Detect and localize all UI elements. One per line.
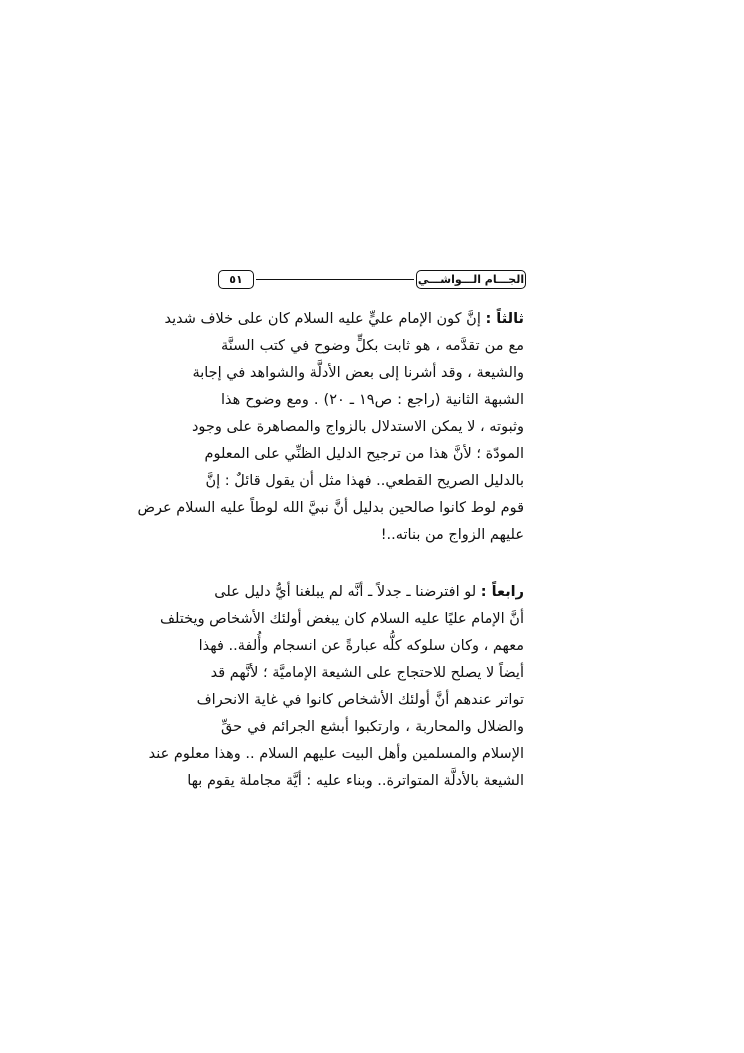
paragraph-lead: رابعاً : <box>480 584 524 600</box>
text-line: عليهم الزواج من بناته..! <box>380 527 524 543</box>
paragraph-lead: ثالثاً : <box>485 311 524 327</box>
text-line: الإسلام والمسلمين وأهل البيت عليهم السلام .. وهذا معلوم عند <box>148 746 524 762</box>
text-line: والشيعة ، وقد أشرنا إلى بعض الأدلَّة والشواهد في إجابة <box>192 365 524 381</box>
text-line: رابعاً : لو افترضنا ـ جدلاً ـ أنَّه لم يبلغنا أيُّ دليل على <box>214 584 524 600</box>
text-line: أيضاً لا يصلح للاحتجاج على الشيعة الإماميَّة ؛ لأنَّهم قد <box>210 665 524 681</box>
running-title: الجـــام الـــواشـــي <box>416 270 526 289</box>
page-body <box>137 306 524 795</box>
text-line: بالدليل الصريح القطعي.. فهذا مثل أن يقول قائلٌ : إنَّ <box>205 473 524 489</box>
text-line: تواتر عندهم أنَّ أولئك الأشخاص كانوا في غاية الانحراف <box>196 692 524 708</box>
text-line: معهم ، وكان سلوكه كلُّه عبارةً عن انسجام وأُلفة.. فهذا <box>198 638 524 654</box>
running-header <box>218 270 526 290</box>
paragraph-third <box>137 306 524 549</box>
text-line: الشيعة بالأدلَّة المتواترة.. وبناء عليه : أيَّة مجاملة يقوم بها <box>187 773 524 789</box>
page-number: ٥١ <box>218 270 254 289</box>
text-line: مع من تقدَّمه ، هو ثابت بكلٍّ وضوح في كتب السنَّة <box>221 338 524 354</box>
paragraph-fourth <box>148 579 524 795</box>
header-rule <box>256 279 414 280</box>
text-line: ثالثاً : إنَّ كون الإمام عليٍّ عليه السلام كان على خلاف شديد <box>164 311 524 327</box>
text-line: وثبوته ، لا يمكن الاستدلال بالزواج والمصاهرة على وجود <box>191 419 524 435</box>
text-line: أنَّ الإمام عليًا عليه السلام كان يبغض أولئك الأشخاص ويختلف <box>159 611 524 627</box>
text-line: المودّة ؛ لأنَّ هذا من ترجيح الدليل الظنِّي على المعلوم <box>204 446 524 462</box>
text-line: والضلال والمحاربة ، وارتكبوا أبشع الجرائم في حقِّ <box>221 719 524 735</box>
text-line: الشبهة الثانية (راجع : ص١٩ ـ ٢٠) . ومع وضوح هذا <box>221 392 524 408</box>
text-line: قوم لوط كانوا صالحين بدليل أنَّ نبيَّ الله لوطاً عليه السلام عرض <box>137 500 524 516</box>
